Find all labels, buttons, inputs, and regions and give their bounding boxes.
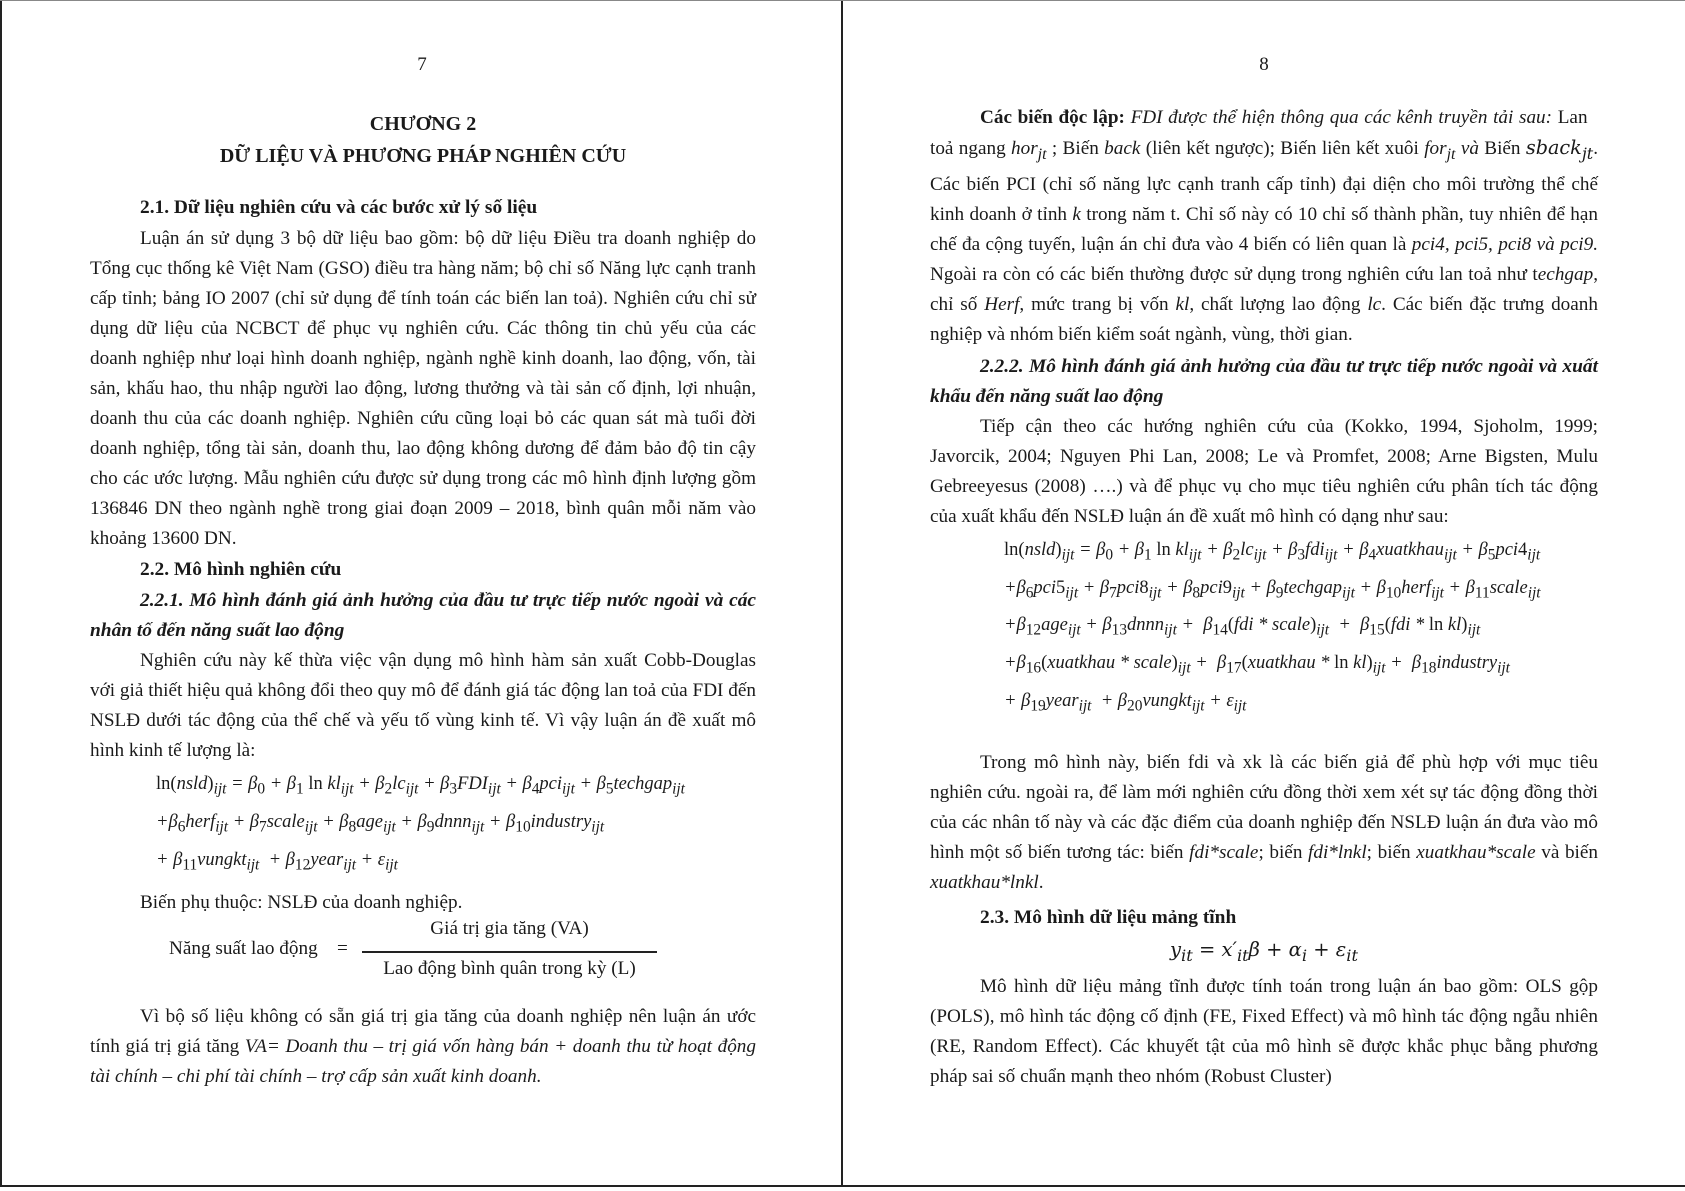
- equation-2-line-4: $+\beta_{16}(xuatkhau$ * $scale)_{ijt}$ + $\beta_{17}(xuatkhau$ * $\ln kl)_{ijt}$ + $\beta_{18}industry_{ijt}$: [1004, 652, 1510, 677]
- fraction-denominator: Lao động bình quân trong kỳ (L): [383, 958, 636, 979]
- section-2-1-paragraph: Luận án sử dụng 3 bộ dữ liệu bao gồm: bộ dữ liệu Điều tra doanh nghiệp do Tổng cục thống kê Việt Nam (GSO) điều tra hàng năm; bộ chỉ số Năng lực cạnh tranh cấp tỉnh; bảng IO 2007 (chỉ sử dụng để tính toán các biến lan toả). Nghiên cứu chỉ sử dụng dữ liệu của NCBCT để phục vụ nghiên cứu. Các thông tin chủ yếu của các doanh nghiệp như loại hình doanh nghiệp, ngành nghề kinh doanh, lao động, vốn, tài sản, khấu hao, thu nhập người lao động, lương thưởng và tài sản cố định, lợi nhuận, doanh thu của các doanh nghiệp. Nghiên cứu cũng loại bỏ các quan sát mà tuổi đời doanh nghiệp, tổng tài sản, doanh thu, lao động không dương để đảm bảo độ tin cậy cho các ước lượng. Mẫu nghiên cứu được sử dụng trong các mô hình định lượng gồm 136846 DN theo ngành nghề trong giai đoạn 2009 – 2018, bình quân mỗi năm vào khoảng 13600 DN.: [90, 228, 756, 549]
- equation-2-line-5: + $\beta_{19}year_{ijt}$ + $\beta_{20}vungkt_{ijt} + \varepsilon_{ijt}$: [1004, 690, 1247, 715]
- page-right: [843, 0, 1685, 1186]
- section-2-1-heading: 2.1. Dữ liệu nghiên cứu và các bước xử lý số liệu: [140, 197, 538, 218]
- section-2-2-1-paragraph: Nghiên cứu này kế thừa việc vận dụng mô hình hàm sản xuất Cobb-Douglas với giả thiết hiệu quả không đổi theo quy mô để đánh giá tác động lan toả của FDI đến NSLĐ dưới tác động của thể chế và yếu tố vùng kinh tế. Vì vậy luận án đề xuất mô hình kinh tế lượng là:: [90, 650, 756, 761]
- page-number: 7: [417, 54, 427, 75]
- section-2-3-heading: 2.3. Mô hình dữ liệu mảng tĩnh: [980, 907, 1237, 929]
- dependent-variable-line: Biến phụ thuộc: NSLĐ của doanh nghiệp.: [140, 892, 463, 913]
- equation-2-line-2: $+\beta_6pci5_{ijt} + \beta_7pci8_{ijt} + \beta_8pci9_{ijt}$ + $\beta_9techgap_{ijt}$ + $\beta_{10}herf_{ijt}$ + $\beta_{11}scale_{ijt}$: [1004, 577, 1541, 602]
- equation-1: [90, 768, 756, 882]
- page-right-content: [930, 103, 1598, 1092]
- equation-1-line-2: $+\beta_6herf_{ijt}$ + $\beta_7scale_{ijt} + \beta_8age_{ijt}$ + $\beta_9dnnn_{ijt}$ + $\beta_{10}industry_{ijt}$: [156, 812, 605, 836]
- equation-1-line-1: $\ln(nsld)_{ijt} = \beta_0 + \beta_1$ $\ln kl_{ijt} + \beta_2lc_{ijt} + \beta_3FDI_{ijt} + \beta_4pci_{ijt}$ + $\beta_5techgap_{ijt}$: [156, 774, 685, 798]
- equation-1-line-3: + $\beta_{11}vungkt_{ijt}$ + $\beta_{12}year_{ijt} + \varepsilon_{ijt}$: [156, 850, 398, 874]
- equation-2-line-3: $+\beta_{12}age_{ijt}$ + $\beta_{13}dnnn_{ijt} + \beta_{14}(fdi$ * $scale)_{ijt} + \beta_{15}(fdi * \ln kl)_{ijt}$: [1004, 615, 1481, 639]
- independent-variables-paragraph: Các biến độc lập: FDI được thể hiện thông qua các kênh truyền tải sau: Lan toả ngang hor$_{jt}$ ; Biến back (liên kết ngược); Biến liên kết xuôi for$_{jt}$ và Biến sback$_{jt}$. Các biến PCI (chỉ số năng lực cạnh tranh cấp tỉnh) đại diện cho môi trường thể chế kinh doanh ở tỉnh k trong năm t. Chỉ số này có 10 chỉ số thành phần, tuy nhiên để hạn chế đa cộng tuyến, luận án chỉ đưa vào 4 biến có liên quan là pci4, pci5, pci8 và pci9. Ngoài ra còn có các biến thường được sử dụng trong nghiên cứu lan toả như techgap, chỉ số Herf, mức trang bị vốn kl, chất lượng lao động lc. Các biến đặc trưng doanh nghiệp và nhóm biến kiểm soát ngành, vùng, thời gian.: [930, 107, 1599, 345]
- section-2-3-paragraph: Mô hình dữ liệu mảng tĩnh được tính toán trong luận án bao gồm: OLS gộp (POLS), mô hình tác động cố định (FE, Fixed Effect) và mô hình tác động ngẫu nhiên (RE, Random Effect). Các khuyết tật của mô hình sẽ được khắc phục bằng phương pháp sai số chuẩn mạnh theo nhóm (Robust Cluster): [930, 976, 1598, 1088]
- page-number: 8: [1259, 54, 1269, 75]
- fraction-numerator: Giá trị gia tăng (VA): [430, 918, 589, 939]
- chapter-title: CHƯƠNG 2: [369, 113, 477, 135]
- panel-equation: $y_{it} = x'_{it}\beta + \alpha_i + \varepsilon_{it}$: [1170, 938, 1358, 966]
- section-2-2-2-heading: 2.2.2. Mô hình đánh giá ảnh hưởng của đầu tư trực tiếp nước ngoài và xuất khẩu đến năng suất lao động: [930, 355, 1598, 407]
- va-formula: VA= Doanh thu – trị giá vốn hàng bán + doanh thu từ hoạt động tài chính – chi phí tài chính – trợ cấp sản xuất kinh doanh.: [90, 1036, 756, 1087]
- page-left-content: [90, 108, 756, 1092]
- fraction-equals: =: [337, 938, 348, 959]
- equation-2-line-1: $\ln(nsld)_{ijt} = \beta_0 + \beta_1$ $\ln kl_{ijt} + \beta_2lc_{ijt} + \beta_3fdi_{ijt}$ + $\beta_4xuatkhau_{ijt} + \beta_5pci4_{ijt}$: [1004, 539, 1541, 564]
- section-2-2-1-heading: 2.2.1. Mô hình đánh giá ảnh hưởng của đầu tư trực tiếp nước ngoài và các nhân tố đến năng suất lao động: [90, 590, 756, 641]
- va-paragraph-text: Vì bộ số liệu không có sẵn giá trị gia tăng của doanh nghiệp nên luận án ước tính giá trị giá tăng: [90, 1006, 756, 1057]
- fraction-label: Năng suất lao động: [169, 938, 318, 959]
- section-2-2-heading: 2.2. Mô hình nghiên cứu: [140, 559, 342, 580]
- interaction-paragraph: Trong mô hình này, biến fdi và xk là các biến giả để phù hợp với mục tiêu nghiên cứu. ngoài ra, để làm mới nghiên cứu đồng thời xem xét sự tác động đồng thời của các nhân tố này và các đặc điểm của doanh nghiệp đến NSLĐ luận án đưa vào mô hình một số biến tương tác: biến fdi*scale; biến fdi*lnkl; biến xuatkhau*scale và biến xuatkhau*lnkl.: [930, 752, 1598, 894]
- page-left: [2, 0, 842, 1186]
- va-paragraph: [90, 1002, 756, 1092]
- section-2-2-2-paragraph: Tiếp cận theo các hướng nghiên cứu của (Kokko, 1994, Sjoholm, 1999; Javorcik, 2004; Nguyen Phi Lan, 2008; Le và Promfet, 2008; Arne Bigsten, Mulu Gebreeyesus (2008) ….) và để phục vụ cho mục tiêu nghiên cứu phân tích tác động của xuất khẩu đến NSLĐ luận án đề xuất mô hình có dạng như sau:: [930, 415, 1598, 527]
- equation-2: [930, 534, 1598, 722]
- chapter-subtitle: DỮ LIỆU VÀ PHƯƠNG PHÁP NGHIÊN CỨU: [219, 145, 627, 167]
- productivity-fraction: [2, 918, 756, 996]
- fraction-bar: [362, 951, 657, 953]
- independent-variables-heading: Các biến độc lập:: [980, 107, 1125, 128]
